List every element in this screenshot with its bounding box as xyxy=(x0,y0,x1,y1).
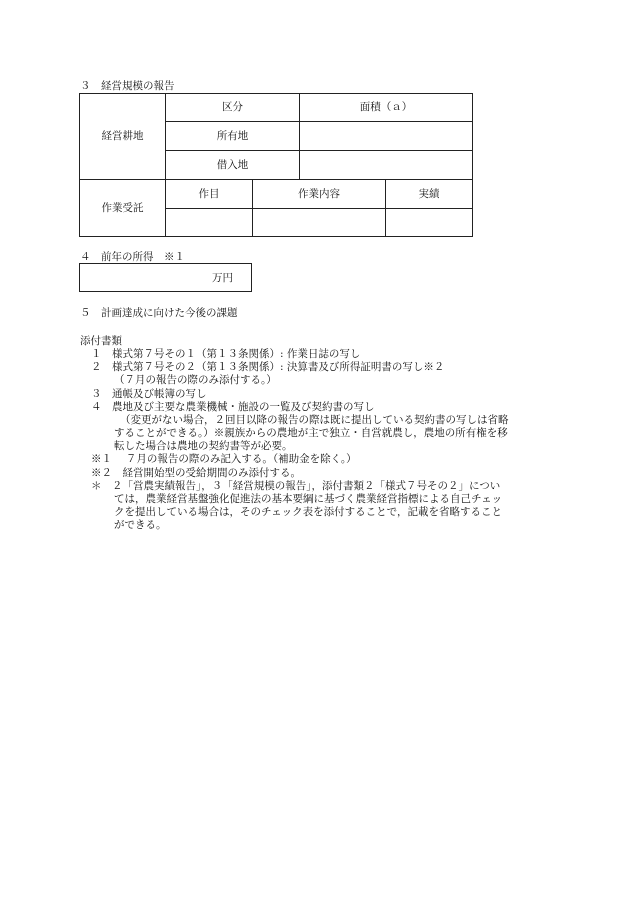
work-col-crop: 作目 xyxy=(166,180,253,209)
attachment-line: １ 様式第７号その１（第１３条関係）: 作業日誌の写し xyxy=(91,348,361,360)
section4-heading: ４ 前年の所得 ※１ xyxy=(80,251,185,263)
attachment-line: ※２ 経営開始型の受給期間のみ添付する。 xyxy=(91,467,301,479)
attachment-line: ３ 通帳及び帳簿の写し xyxy=(91,388,207,400)
attachment-line: することができる。）※親族からの農地が主で独立・自営就農し，農地の所有権を移 xyxy=(114,427,508,439)
attachment-line: ができる。 xyxy=(114,519,167,531)
income-unit: 万円 xyxy=(212,272,233,284)
farmland-label: 経営耕地 xyxy=(80,94,166,180)
section3-heading: ３ 経営規模の報告 xyxy=(80,80,175,92)
farmland-rented-area-cell[interactable] xyxy=(300,151,473,180)
work-content-cell[interactable] xyxy=(253,209,386,237)
attachment-line: ２ 様式第７号その２（第１３条関係）: 決算書及び所得証明書の写し※２ xyxy=(91,361,445,373)
attachment-line: （７月の報告の際のみ添付する。） xyxy=(114,374,277,386)
work-label: 作業受託 xyxy=(80,180,166,237)
work-table xyxy=(79,179,473,237)
farmland-col-area: 面積（ａ） xyxy=(300,94,473,122)
work-col-content: 作業内容 xyxy=(253,180,386,209)
work-col-result: 実績 xyxy=(386,180,473,209)
work-result-cell[interactable] xyxy=(386,209,473,237)
attachment-line: ※１ ７月の報告の際のみ記入する。（補助金を除く。） xyxy=(91,453,357,465)
farmland-row-owned: 所有地 xyxy=(166,122,300,151)
farmland-row-rented: 借入地 xyxy=(166,151,300,180)
attachment-line: （変更がない場合，２回目以降の報告の際は既に提出している契約書の写しは省略 xyxy=(120,414,509,426)
farmland-col-category: 区分 xyxy=(166,94,300,122)
income-box[interactable] xyxy=(79,263,252,292)
attachment-line: ては，農業経営基盤強化促進法の基本要綱に基づく農業経営指標による自己チェッ xyxy=(114,493,503,505)
farmland-owned-area-cell[interactable] xyxy=(300,122,473,151)
section5-heading: ５ 計画達成に向けた今後の課題 xyxy=(80,307,238,319)
attachment-line: 転した場合は農地の契約書等が必要。 xyxy=(114,440,293,452)
farmland-table xyxy=(79,93,473,180)
attachments-heading: 添付書類 xyxy=(80,335,122,347)
attachment-line: ４ 農地及び主要な農業機械・施設の一覧及び契約書の写し xyxy=(91,401,375,413)
attachment-line: クを提出している場合は，そのチェック表を添付することで，記載を省略すること xyxy=(114,506,502,518)
work-crop-cell[interactable] xyxy=(166,209,253,237)
attachment-line: ＊ ２「営農実績報告」，３「経営規模の報告」，添付書類２「様式７号その２」につい xyxy=(91,480,501,492)
